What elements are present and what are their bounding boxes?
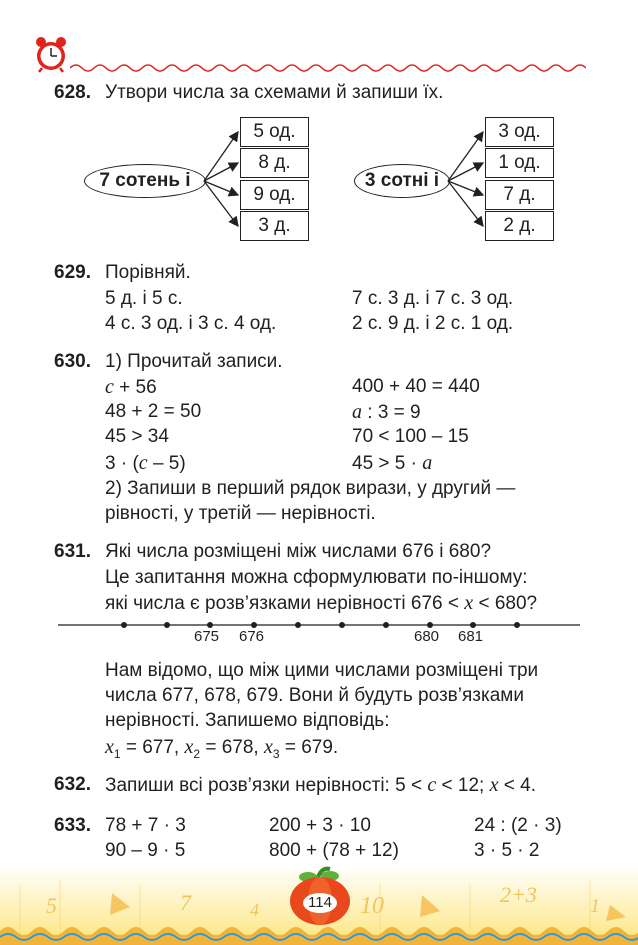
exercise-629-item: 4 с. 3 од. і 3 с. 4 од. (105, 313, 277, 334)
scheme-628-left-box: 8 д. (240, 148, 309, 178)
exercise-629-item: 2 с. 9 д. і 2 с. 1 од. (352, 313, 514, 334)
exercise-630-record: 45 > 5 · a (352, 452, 433, 474)
exercise-631-answer: $x_1 = 677$, $x_2 = 678$, $x_3 = 679$. (105, 736, 339, 761)
exercise-632-text: Запиши всі розв’язки нерівності: 5 < c < 12; x < 4. (105, 774, 536, 796)
exercise-631-para: нерівності. Запишемо відповідь: (105, 710, 390, 731)
exercise-633-expr: 90 – 9 · 5 (105, 840, 186, 861)
number-line (0, 612, 638, 642)
number-line-label: 680 (414, 628, 440, 645)
exercise-629-text: Порівняй. (105, 262, 191, 283)
exercise-630-record: a : 3 = 9 (352, 401, 421, 423)
exercise-629-number: 629. (54, 262, 91, 283)
scheme-628-right-oval: 3 сотні і (354, 164, 450, 198)
scheme-628-right-box: 1 од. (485, 148, 554, 178)
scheme-628-left-box: 5 од. (240, 117, 309, 147)
exercise-633-expr: 3 · 5 · 2 (474, 840, 540, 861)
footer-digit: 5 (46, 893, 57, 918)
number-line-label: 676 (239, 628, 265, 645)
exercise-630-text: 1) Прочитай записи. (105, 351, 283, 372)
exercise-629-item: 7 с. 3 д. і 7 с. 3 од. (352, 288, 514, 309)
exercise-631-text: які числа є розв’язками нерівності 676 < x < 680? (105, 592, 538, 614)
exercise-633-expr: 24 : (2 · 3) (474, 815, 562, 836)
exercise-631-text: Це запитання можна сформулювати по-іншому: (105, 567, 528, 588)
exercise-630-task2: рівності, у третій — нерівності. (105, 503, 376, 524)
scheme-628-right-box: 3 од. (485, 117, 554, 147)
exercise-633-expr: 800 + (78 + 12) (269, 840, 399, 861)
exercise-633-number: 633. (54, 815, 91, 836)
exercise-631-para: числа 677, 678, 679. Вони й будуть розв’язками (105, 685, 524, 706)
exercise-630-record: 70 < 100 – 15 (352, 426, 469, 447)
scheme-628-left-oval: 7 сотень і (84, 164, 206, 198)
number-line-label: 681 (458, 628, 484, 645)
exercise-628-number: 628. (54, 82, 91, 103)
footer-digit: 1 (590, 895, 600, 917)
exercise-630-record: 48 + 2 = 50 (105, 401, 202, 422)
footer-digit: 4 (250, 900, 259, 920)
exercise-631-text: Які числа розміщені між числами 676 і 680? (105, 541, 492, 562)
exercise-630-record: 400 + 40 = 440 (352, 376, 480, 397)
exercise-630-task2: 2) Запиши в перший рядок вирази, у другий — (105, 478, 516, 499)
exercise-630-record: 3 · (c – 5) (105, 452, 186, 474)
scheme-628-left-box: 3 д. (240, 211, 309, 241)
exercise-630-record: 45 > 34 (105, 426, 169, 447)
exercise-629-item: 5 д. і 5 с. (105, 288, 183, 309)
number-line-label: 675 (194, 628, 220, 645)
scheme-628-left-box: 9 од. (240, 180, 309, 210)
footer-digit: 10 (360, 893, 384, 919)
exercise-630-number: 630. (54, 351, 91, 372)
exercise-632-number: 632. (54, 774, 91, 795)
page-number: 114 (308, 894, 332, 911)
footer-digit: 7 (180, 890, 191, 915)
exercise-631-number: 631. (54, 541, 91, 562)
scheme-628-right-box: 2 д. (485, 211, 554, 241)
exercise-633-expr: 200 + 3 · 10 (269, 815, 371, 836)
footer-digit: 2+3 (500, 882, 537, 907)
exercise-628-text: Утвори числа за схемами й запиши їх. (105, 82, 444, 103)
exercise-630-record: c + 56 (105, 376, 157, 398)
scheme-628-right-box: 7 д. (485, 180, 554, 210)
exercise-633-expr: 78 + 7 · 3 (105, 815, 186, 836)
exercise-631-para: Нам відомо, що між цими числами розміщені три (105, 660, 539, 681)
